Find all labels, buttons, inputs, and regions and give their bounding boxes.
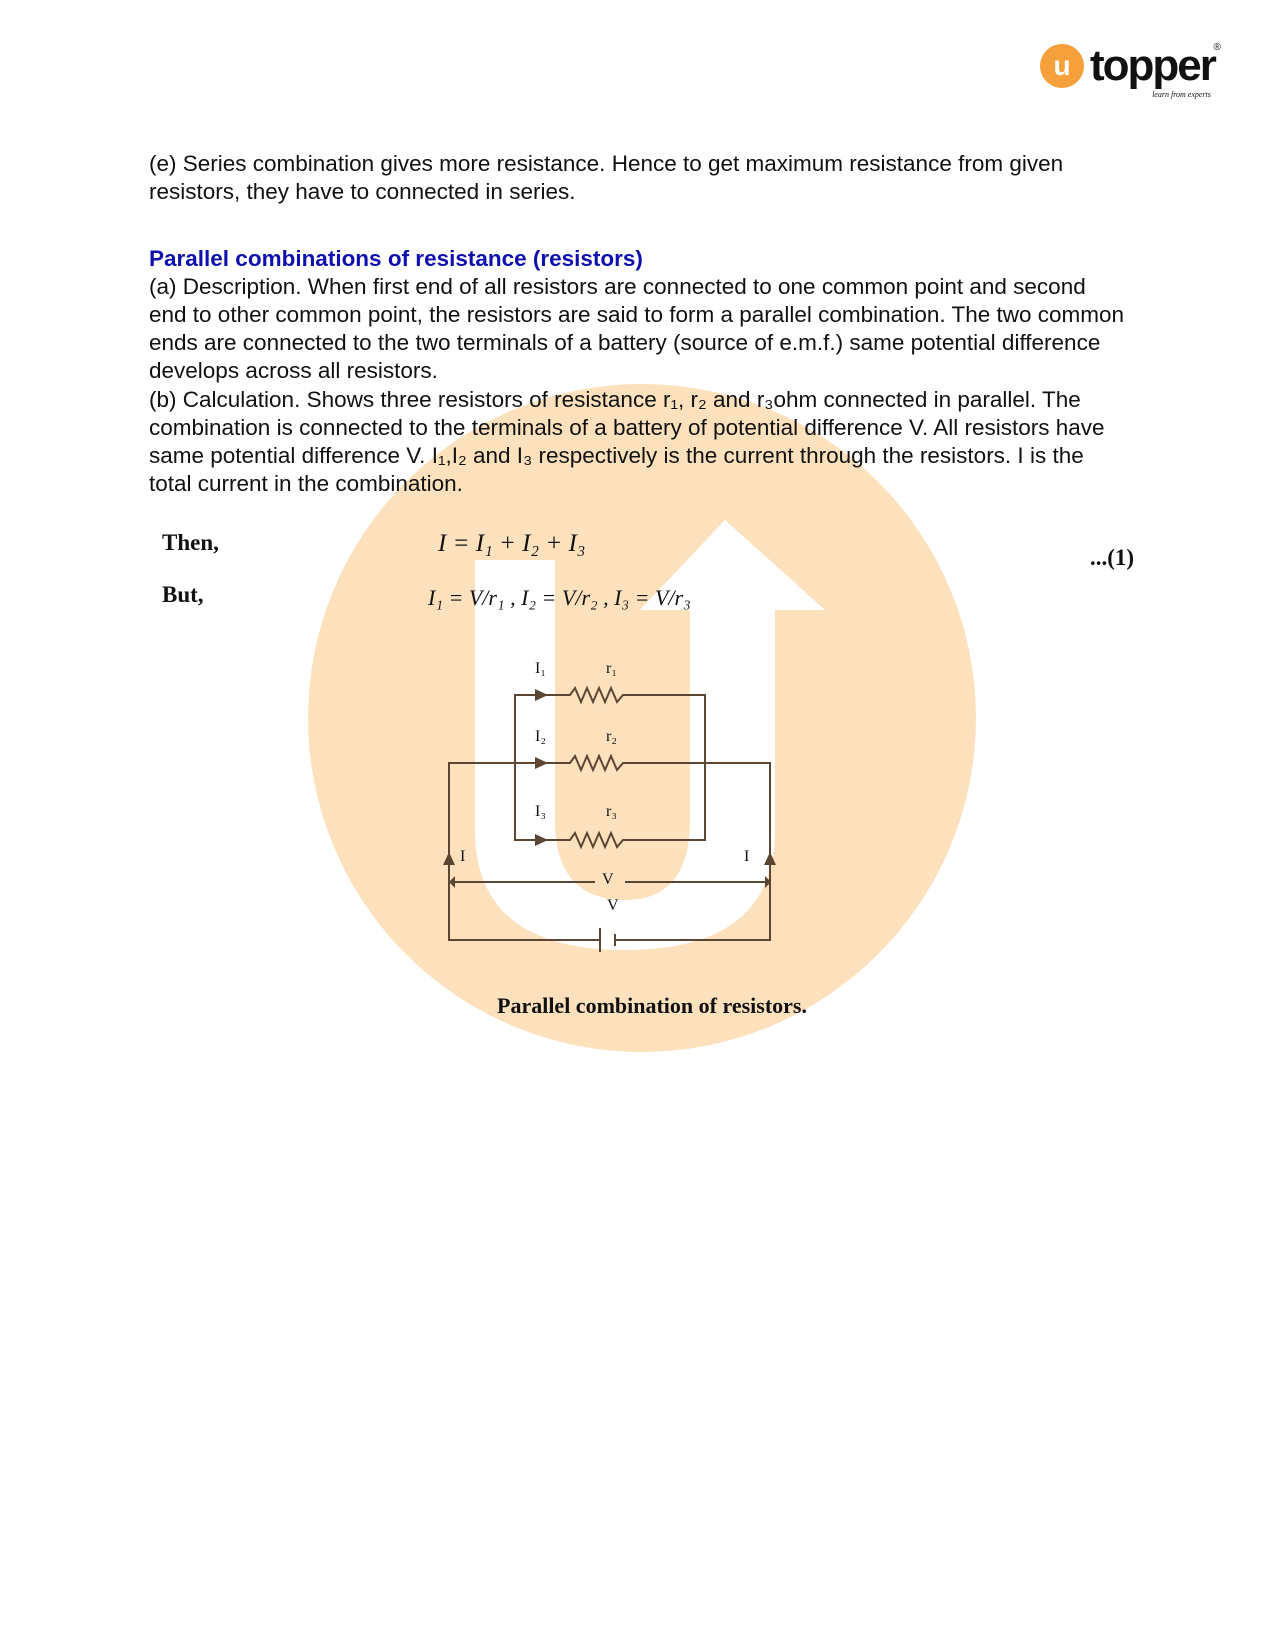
label-i1: I₁ <box>535 660 546 677</box>
figure-caption: Parallel combination of resistors. <box>497 993 807 1018</box>
logo-tagline: learn from experts <box>1152 90 1211 99</box>
label-v-battery: V <box>607 897 619 914</box>
then-label: Then, <box>162 530 219 555</box>
equation-number: ...(1) <box>1090 545 1135 570</box>
paragraph-a: (a) Description. When first end of all resistors are connected to one common point and second end to other common point, the resistors are said to form a parallel combination. The two common ends are connected to the two terminals of a battery (source of e.m.f.) same potential difference develops across all resistors. <box>149 274 1125 383</box>
equation-total-current: I = I₁ + I₂ + I₃ <box>438 530 586 557</box>
label-i-right: I <box>744 848 750 865</box>
logo-mark-icon: u <box>1040 44 1084 88</box>
label-r1: r₁ <box>606 660 617 677</box>
equation-branch-currents: I₁ = V/r₁ , I₂ = V/r₂ , I₃ = V/r₃ <box>428 585 691 610</box>
label-v-span: V <box>602 871 614 888</box>
label-i-left: I <box>460 848 466 865</box>
logo-name: topper <box>1090 41 1215 90</box>
label-i3: I₃ <box>535 803 546 820</box>
registered-mark: ® <box>1213 42 1221 53</box>
but-label: But, <box>162 582 204 607</box>
paragraph-b: (b) Calculation. Shows three resistors of resistance r₁, r₂ and r₃ohm connected in parallel. The combination is connected to the terminals of a battery of potential difference V. All resistors have same potential difference V. I₁,I₂ and I₃ respectively is the current through the resistors. I is the total current in the combination. <box>149 387 1105 496</box>
label-r2: r₂ <box>606 728 617 745</box>
paragraph-e: (e) Series combination gives more resistance. Hence to get maximum resistance from given resistors, they have to connected in series. <box>149 151 1064 204</box>
label-i2: I₂ <box>535 728 546 745</box>
section-heading: Parallel combinations of resistance (resistors) <box>149 246 643 271</box>
label-r3: r₃ <box>606 803 617 820</box>
